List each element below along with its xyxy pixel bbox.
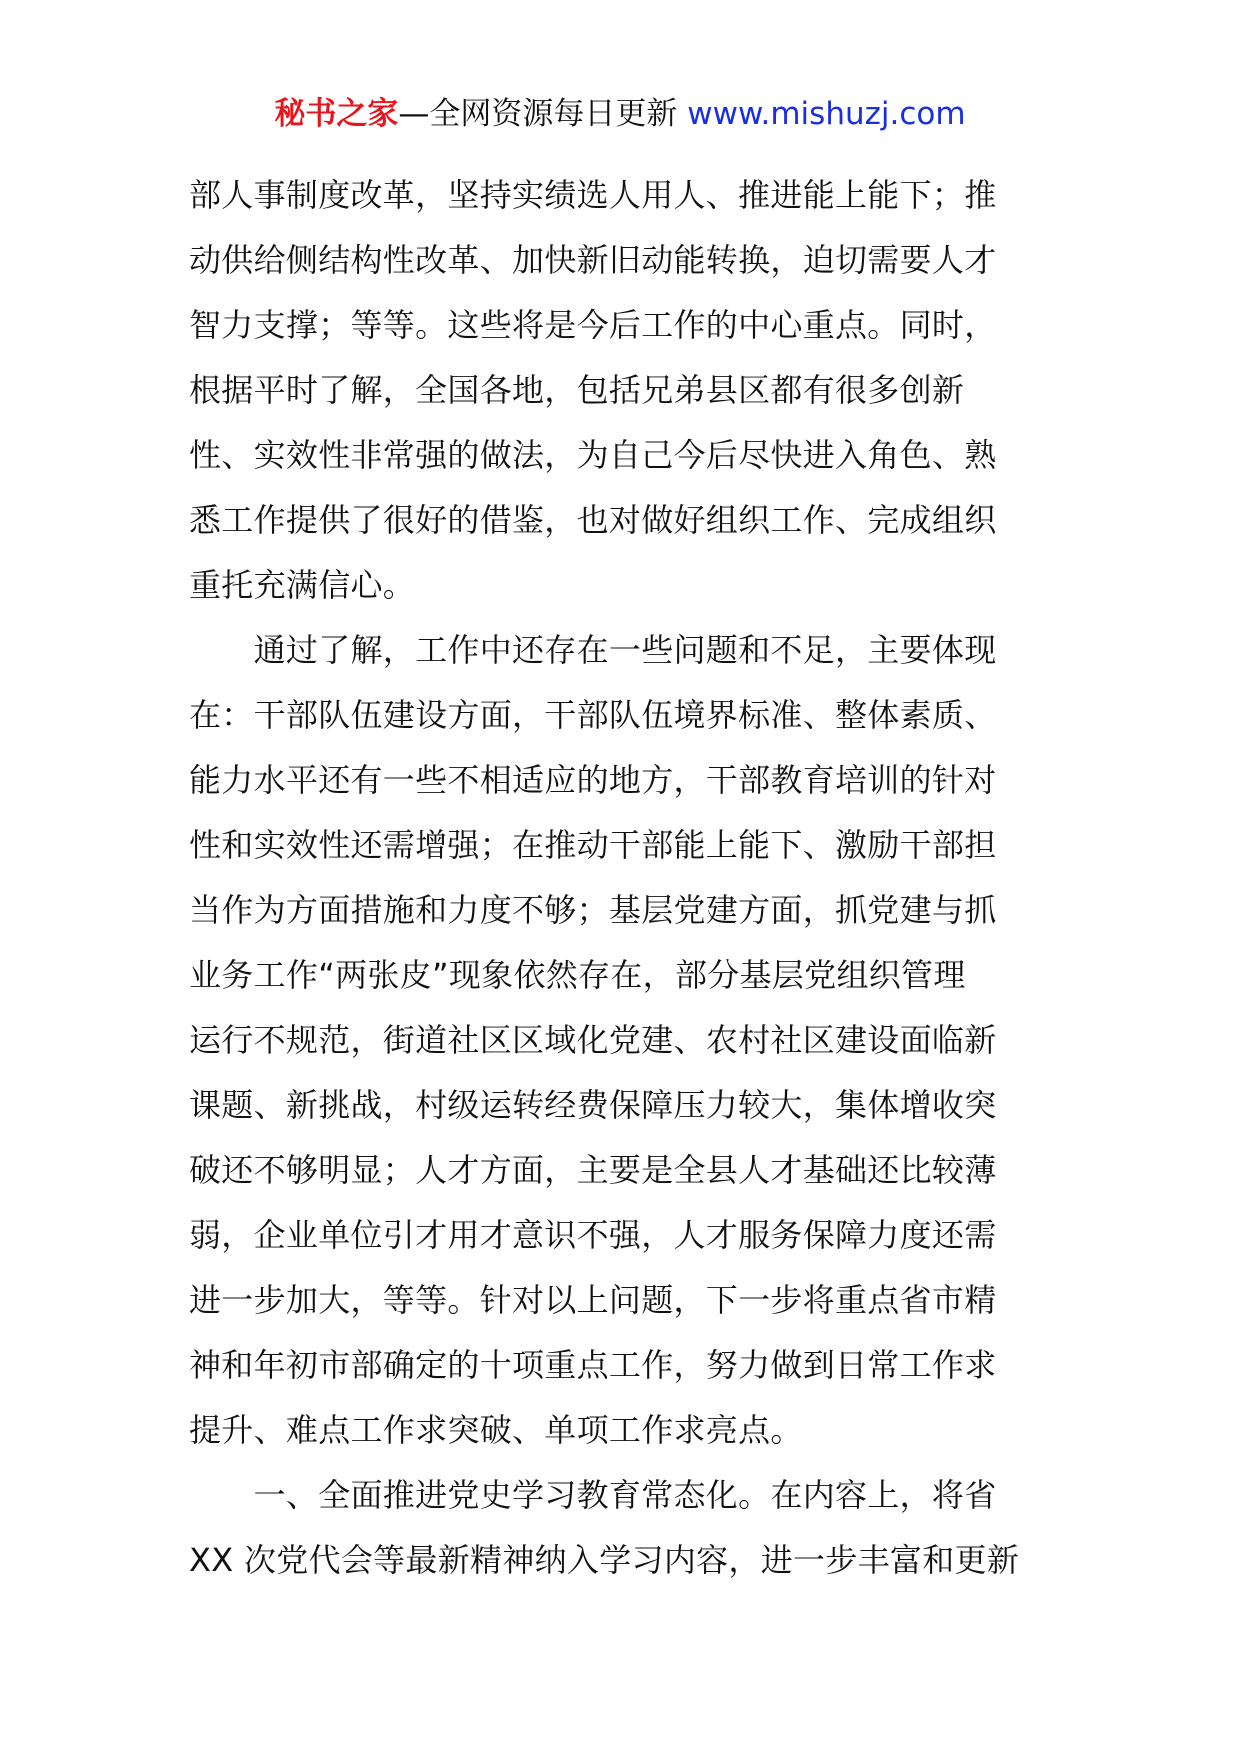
text-line: 进一步加大，等等。针对以上问题，下一步将重点省市精 <box>189 1281 997 1319</box>
text-line: 业务工作“两张皮”现象依然存在，部分基层党组织管理 <box>189 956 966 994</box>
text-line: 弱，企业单位引才用才意识不强，人才服务保障力度还需 <box>189 1216 997 1254</box>
site-url-link[interactable]: www.mishuzj.com <box>687 96 966 132</box>
text-line: 通过了解，工作中还存在一些问题和不足，主要体现 <box>189 631 997 669</box>
text-line: 当作为方面措施和力度不够；基层党建方面，抓党建与抓 <box>189 891 997 929</box>
text-line: 部人事制度改革，坚持实绩选人用人、推进能上能下；推 <box>189 176 997 214</box>
text-line: 根据平时了解，全国各地，包括兄弟县区都有很多创新 <box>189 371 965 409</box>
text-line: 神和年初市部确定的十项重点工作，努力做到日常工作求 <box>189 1346 997 1384</box>
brand-name: 秘书之家 <box>274 96 399 132</box>
text-line: XX 次党代会等最新精神纳入学习内容，进一步丰富和更新 <box>189 1541 1020 1579</box>
document-body <box>189 163 1053 1593</box>
header-tagline: —全网资源每日更新 <box>398 96 688 132</box>
text-line: 在：干部队伍建设方面，干部队伍境界标准、整体素质、 <box>189 696 997 734</box>
text-line: 悉工作提供了很好的借鉴，也对做好组织工作、完成组织 <box>189 501 997 539</box>
text-line: 动供给侧结构性改革、加快新旧动能转换，迫切需要人才 <box>189 241 997 279</box>
page-header <box>0 94 1240 134</box>
text-line: 性、实效性非常强的做法，为自己今后尽快进入角色、熟 <box>189 436 997 474</box>
text-line: 提升、难点工作求突破、单项工作求亮点。 <box>189 1411 803 1449</box>
text-line: 运行不规范，街道社区区域化党建、农村社区建设面临新 <box>189 1021 997 1059</box>
text-line: 课题、新挑战，村级运转经费保障压力较大，集体增收突 <box>189 1086 997 1124</box>
text-line: 一、全面推进党史学习教育常态化。在内容上，将省 <box>189 1476 997 1514</box>
text-line: 智力支撑；等等。这些将是今后工作的中心重点。同时， <box>189 306 997 344</box>
text-line: 能力水平还有一些不相适应的地方，干部教育培训的针对 <box>189 761 997 799</box>
text-line: 性和实效性还需增强；在推动干部能上能下、激励干部担 <box>189 826 997 864</box>
text-line: 重托充满信心。 <box>189 566 416 604</box>
text-line: 破还不够明显；人才方面，主要是全县人才基础还比较薄 <box>189 1151 997 1189</box>
